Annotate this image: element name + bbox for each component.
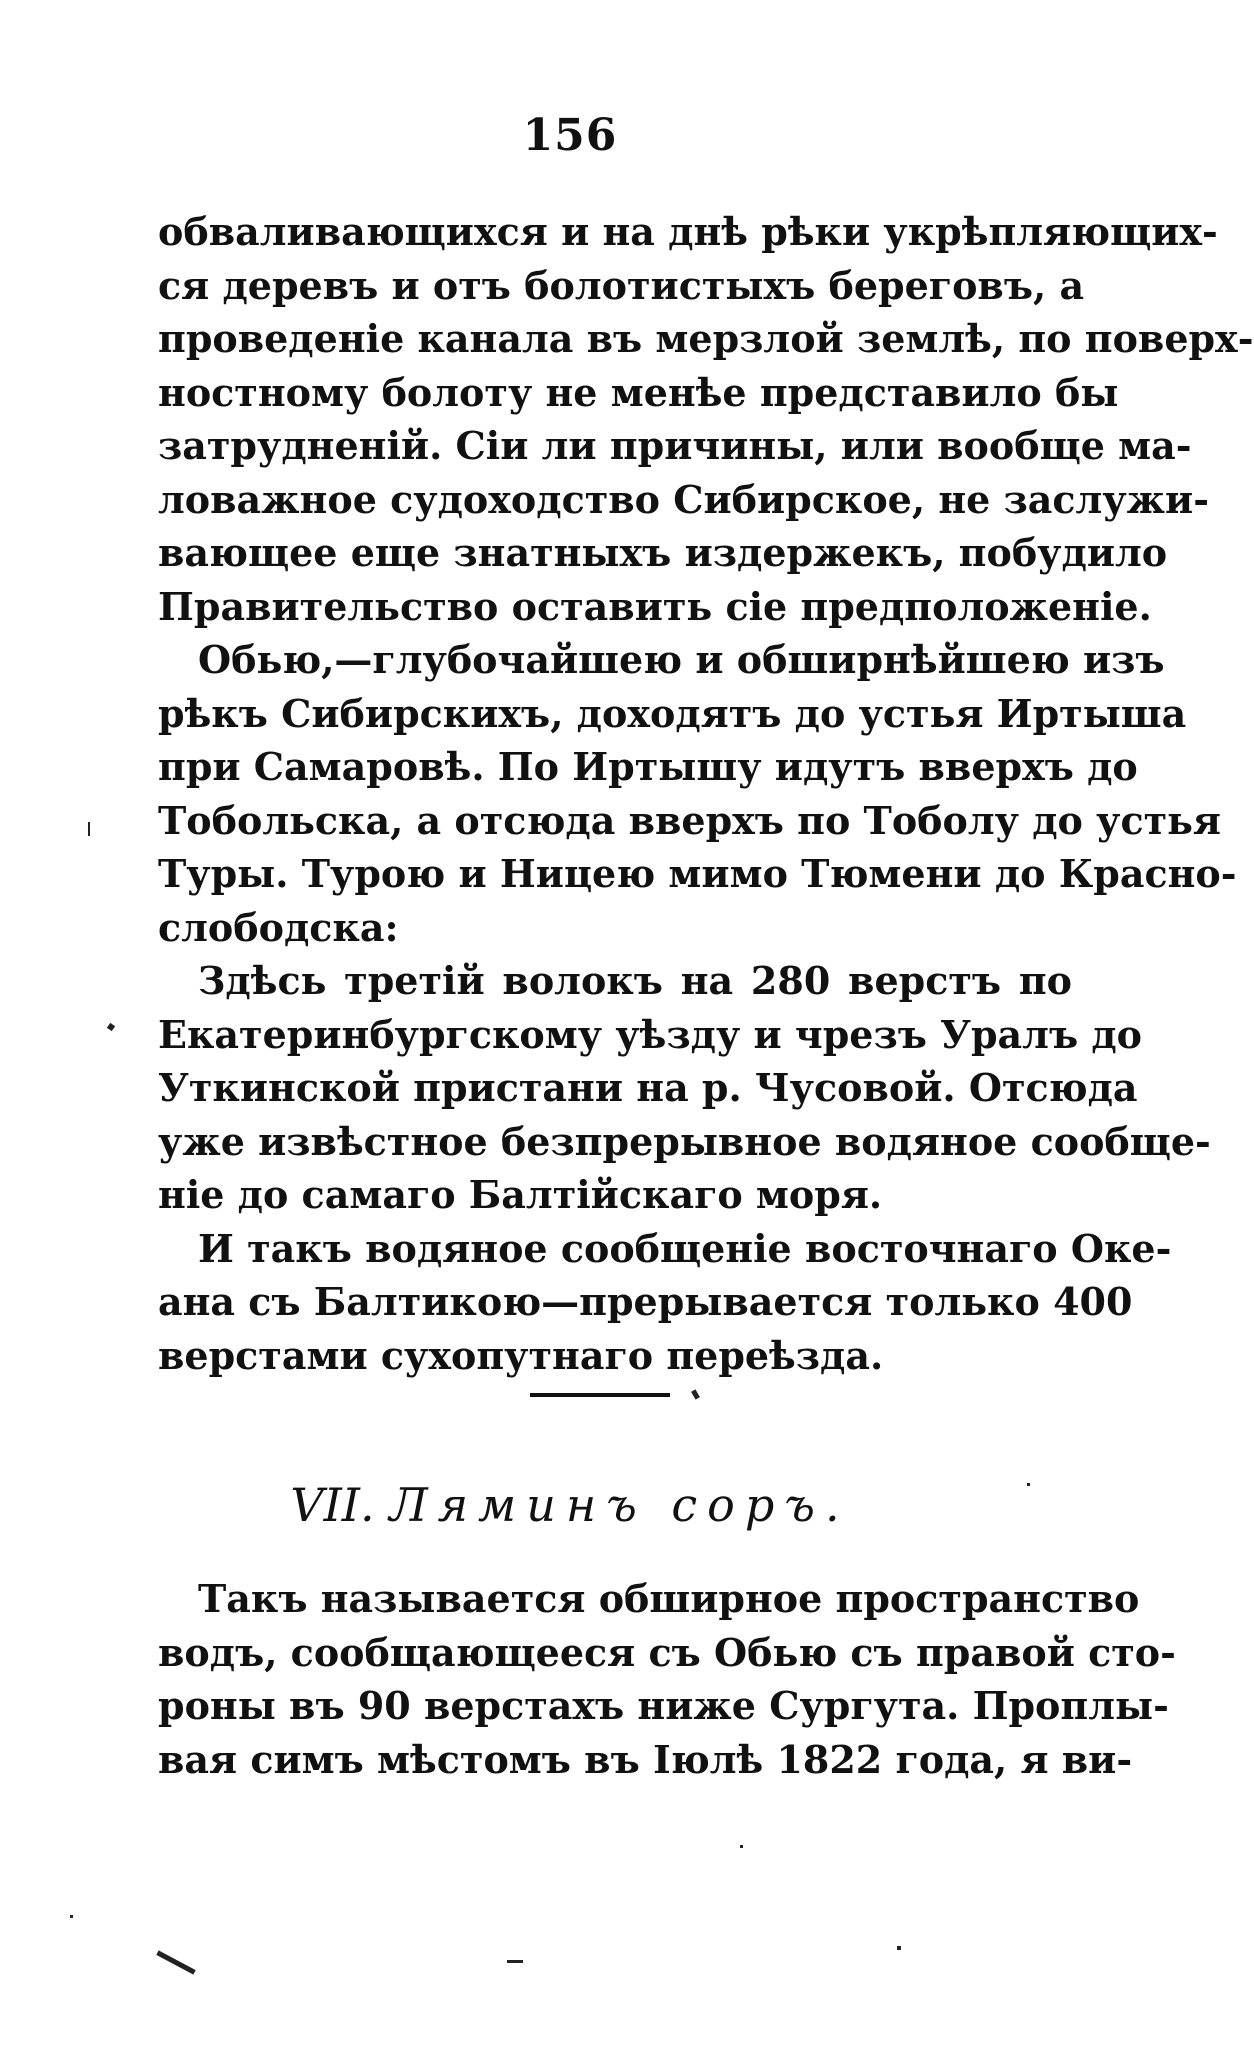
text-line: ана съ Балтикою—прерывается только 400 xyxy=(158,1279,1133,1324)
scan-speck xyxy=(1027,1483,1030,1486)
paragraph-start-line: Здѣсь третій волокъ на 280 верстъ по xyxy=(198,958,1072,1003)
scan-speck xyxy=(70,1915,73,1918)
text-line: ніе до самаго Балтійскаго моря. xyxy=(158,1172,883,1217)
paragraph-start-line: И такъ водяное сообщеніе восточнаго Оке- xyxy=(198,1225,1172,1271)
text-line: водъ, сообщающееся съ Обью съ правой сто- xyxy=(158,1629,1176,1675)
text-line: рѣкъ Сибирскихъ, доходятъ до устья Иртыша xyxy=(158,690,1187,736)
scan-speck xyxy=(507,1960,523,1963)
text-line: Уткинской пристани на р. Чусовой. Отсюда xyxy=(158,1065,1138,1110)
page-number: 156 xyxy=(522,110,618,161)
text-line: обваливающихся и на днѣ рѣки укрѣпляющих- xyxy=(158,209,1218,254)
scan-speck xyxy=(107,1023,115,1031)
text-line: уже извѣстное безпрерывное водяное сообще- xyxy=(158,1118,1211,1164)
paragraph-start-line: Такъ называется обширное пространство xyxy=(198,1576,1140,1621)
text-line: ся деревъ и отъ болотистыхъ береговъ, а xyxy=(158,262,1085,308)
text-line: Тобольска, а отсюда вверхъ по Тоболу до устья xyxy=(158,797,1221,843)
text-line: верстами сухопутнаго переѣзда. xyxy=(158,1332,884,1378)
body-text-block-2 xyxy=(158,1572,1176,1786)
text-line: затрудненій. Сіи ли причины, или вообще ма- xyxy=(158,423,1192,468)
text-line: слободска: xyxy=(158,904,399,950)
scan-speck xyxy=(88,822,90,836)
paragraph-start-line: Обью,—глубочайшею и обширнѣйшею изъ xyxy=(198,637,1165,682)
scan-speck xyxy=(156,1950,195,1974)
scan-speck xyxy=(691,1389,700,1399)
text-line: ностному болоту не менѣе представило бы xyxy=(158,369,1119,415)
text-line: проведеніе канала въ мерзлой землѣ, по поверх- xyxy=(158,316,1254,361)
text-line: роны въ 90 верстахъ ниже Сургута. Проплы- xyxy=(158,1683,1169,1728)
text-line: вающее еще знатныхъ издержекъ, побудило xyxy=(158,530,1168,575)
section-heading-title: Ляминъ соръ. xyxy=(389,1478,850,1532)
text-line: Екатеринбургскому уѣзду и чрезъ Уралъ до xyxy=(158,1011,1142,1057)
text-line: ловажное судоходство Сибирское, не заслужи- xyxy=(158,476,1209,522)
text-line: вая симъ мѣстомъ въ Іюлѣ 1822 года, я ви- xyxy=(158,1736,1133,1782)
scan-speck xyxy=(740,1845,743,1848)
body-text-block-1 xyxy=(158,205,1254,1382)
text-line: Правительство оставить сіе предположеніе. xyxy=(158,583,1152,629)
scan-speck xyxy=(897,1946,901,1950)
section-heading-number: VII. xyxy=(290,1478,375,1532)
text-line: при Самаровѣ. По Иртышу идутъ вверхъ до xyxy=(158,744,1138,789)
text-line: Туры. Турою и Ницею мимо Тюмени до Красно- xyxy=(158,851,1237,896)
section-heading xyxy=(0,1478,1140,1532)
section-divider-rule xyxy=(530,1393,670,1397)
